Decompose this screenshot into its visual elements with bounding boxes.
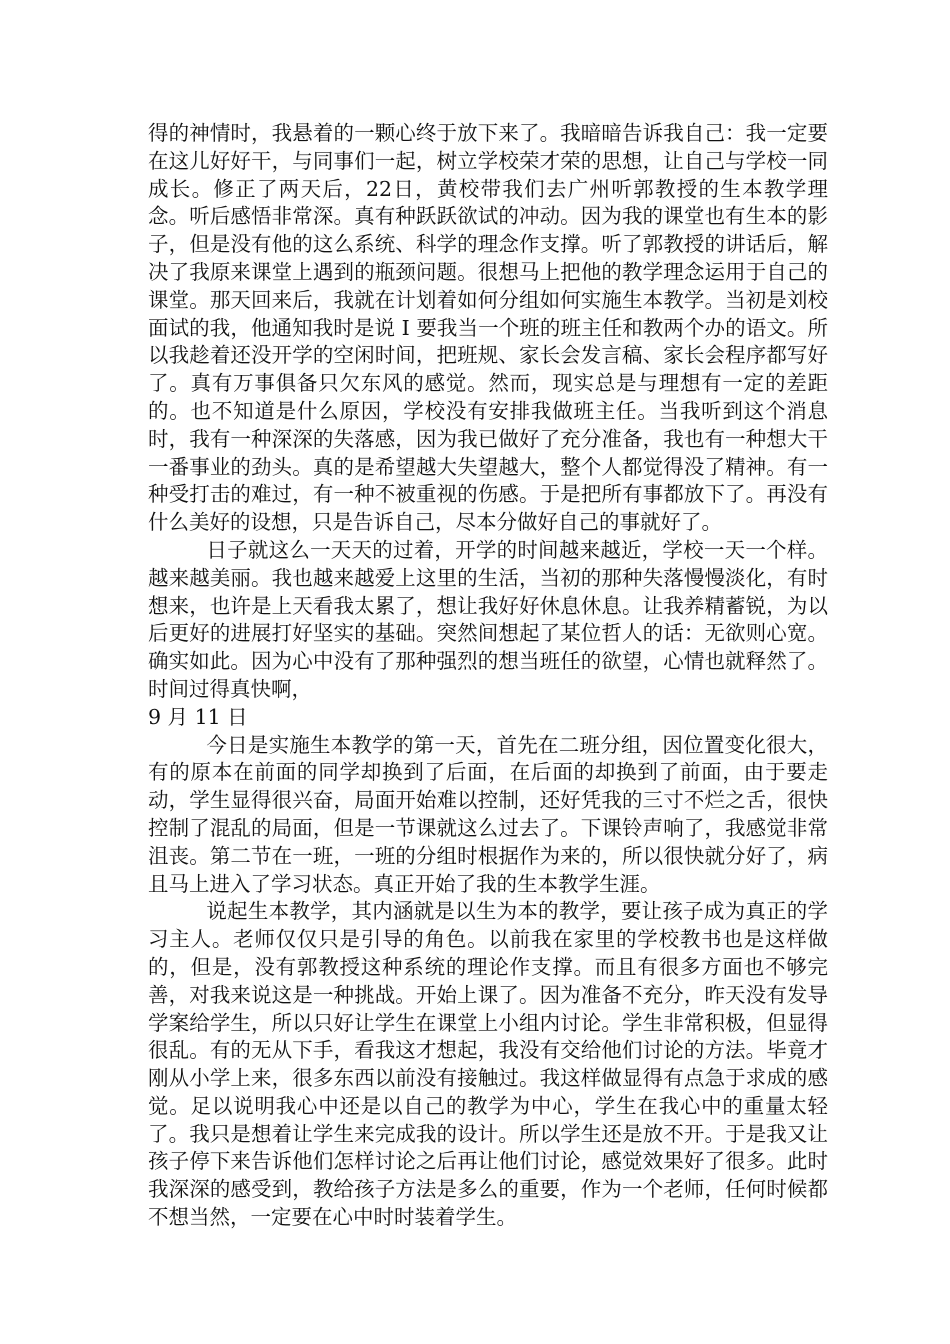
- paragraph-student-centered: 说起生本教学，其内涵就是以生为本的教学，要让孩子成为真正的学习主人。老师仅仅只是引导的角色。以前我在家里的学校教书也是这样做的，但是，没有郭教授这种系统的理论作支撑。而且有很多方面也不够完善，对我来说这是一种挑战。开始上课了。因为准备不充分，昨天没有发导学案给学生，所以只好让学生在课堂上小组内讨论。学生非常积极，但显得很乱。有的无从下手，看我这才想起，我没有交给他们讨论的方法。毕竟才刚从小学上来，很多东西以前没有接触过。我这样做显得有点急于求成的感觉。足以说明我心中还是以自己的教学为中心，学生在我心中的重量太轻了。我只是想着让学生来完成我的设计。所以学生还是放不开。于是我又让孩子停下来告诉他们怎样讨论之后再让他们讨论，感觉效果好了很多。此时我深深的感受到，教给孩子方法是多么的重要，作为一个老师，任何时候都不想当然，一定要在心中时时装着学生。: [148, 899, 828, 1230]
- date-heading: 9 月 11 日: [148, 704, 248, 729]
- document-body: [148, 120, 828, 1232]
- paragraph-continuation: 得的神情时，我悬着的一颗心终于放下来了。我暗暗告诉我自己：我一定要在这儿好好干，与同事们一起，树立学校荣才荣的思想，让自己与学校一同成长。修正了两天后，22日，黄校带我们去广州听郭教授的生本教学理念。听后感悟非常深。真有种跃跃欲试的冲动。因为我的课堂也有生本的影子，但是没有他的这么系统、科学的理念作支撑。听了郭教授的讲话后，解决了我原来课堂上遇到的瓶颈问题。很想马上把他的教学理念运用于自己的课堂。那天回来后，我就在计划着如何分组如何实施生本教学。当初是刘校面试的我，他通知我时是说 I 要我当一个班的班主任和教两个办的语文。所以我趁着还没开学的空闲时间，把班规、家长会发言稿、家长会程序都写好了。真有万事俱备只欠东风的感觉。然而，现实总是与理想有一定的差距的。也不知道是什么原因，学校没有安排我做班主任。当我听到这个消息时，我有一种深深的失落感，因为我已做好了充分准备，我也有一种想大干一番事业的劲头。真的是希望越大失望越大，整个人都觉得没了精神。有一种受打击的难过，有一种不被重视的伤感。于是把所有事都放下了。再没有什么美好的设想，只是告诉自己，尽本分做好自己的事就好了。: [148, 121, 828, 535]
- paragraph-days-passing: 日子就这么一天天的过着，开学的时间越来越近，学校一天一个样。越来越美丽。我也越来越爱上这里的生活，当初的那种失落慢慢淡化，有时想来，也许是上天看我太累了，想让我好好休息休息。让我养精蓄锐，为以后更好的进展打好坚实的基础。突然间想起了某位哲人的话：无欲则心宽。确实如此。因为心中没有了那种强烈的想当班任的欲望，心情也就释然了。时间过得真快啊，: [148, 537, 828, 701]
- paragraph-first-day: 今日是实施生本教学的第一天，首先在二班分组，因位置变化很大，有的原本在前面的同学却换到了后面，在后面的却换到了前面，由于要走动，学生显得很兴奋，局面开始难以控制，还好凭我的三寸不烂之舌，很快控制了混乱的局面，但是一节课就这么过去了。下课铃声响了，我感觉非常沮丧。第二节在一班，一班的分组时根据作为来的，所以很快就分好了，病且马上进入了学习状态。真正开始了我的生本教学生涯。: [148, 732, 828, 896]
